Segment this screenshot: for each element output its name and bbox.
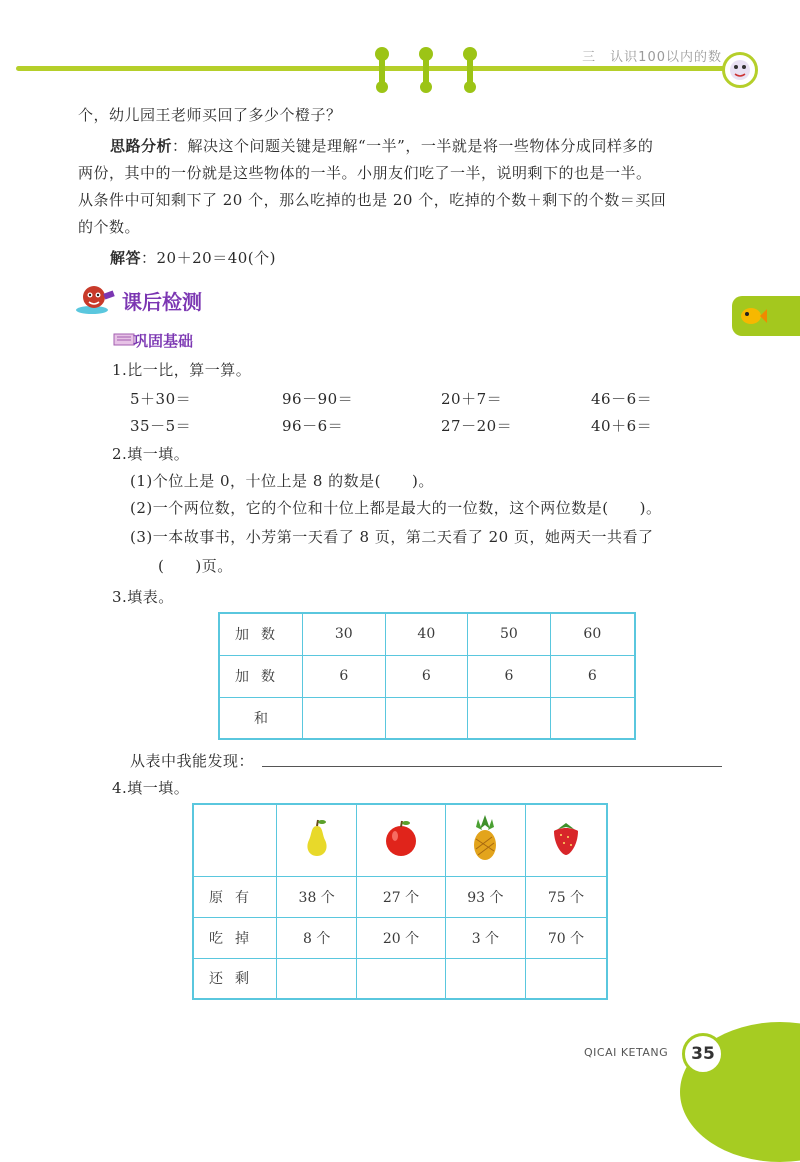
table-row [219, 655, 635, 697]
q4-title: 4.填一填。 [112, 779, 190, 797]
fruit-cell [357, 804, 445, 876]
table-cell: 60 [550, 613, 635, 655]
answer-cell[interactable] [277, 958, 357, 999]
answer-label: 解答 [110, 249, 142, 267]
fruit-cell [526, 804, 607, 876]
fruit-table [192, 803, 608, 1000]
answer-paragraph [110, 247, 276, 268]
addition-table [218, 612, 636, 740]
table-cell: 40 [385, 613, 468, 655]
row-label: 原有 [193, 876, 277, 917]
q1-title: 1.比一比，算一算。 [112, 361, 252, 379]
table-cell: 50 [468, 613, 551, 655]
answer-cell[interactable] [526, 958, 607, 999]
analysis-line: 从条件中可知剩下了 20 个，那么吃掉的也是 20 个，吃掉的个数＋剩下的个数＝买回 [78, 191, 667, 209]
table-cell: 8 个 [277, 917, 357, 958]
page-number: 35 [682, 1033, 724, 1075]
mascot-badge-icon [722, 52, 758, 88]
subsection-title: 巩固基础 [133, 332, 194, 350]
table-row [219, 613, 635, 655]
q1-item: 5＋30＝ [130, 390, 192, 408]
q1-item: 35－5＝ [130, 417, 192, 435]
answer-line[interactable] [262, 766, 722, 767]
fish-icon [738, 302, 768, 330]
row-label: 还剩 [193, 958, 277, 999]
header-rule [16, 66, 740, 71]
table-cell: 6 [468, 655, 551, 697]
chapter-side-tab [732, 296, 800, 336]
table-cell: 70 个 [526, 917, 607, 958]
pineapple-icon [470, 815, 500, 861]
row-label: 吃掉 [193, 917, 277, 958]
table-cell: 6 [385, 655, 468, 697]
row-label: 加数 [219, 613, 303, 655]
table-cell: 6 [550, 655, 635, 697]
intro-line: 个，幼儿园王老师买回了多少个橙子？ [78, 106, 342, 124]
row-label: 和 [219, 697, 303, 739]
analysis-text: ：解决这个问题关键是理解“一半”，一半就是将一些物体分成同样多的 [172, 137, 654, 155]
table-cell: 75 个 [526, 876, 607, 917]
table-cell: 93 个 [445, 876, 525, 917]
chapter-title: 三 认识100以内的数 [582, 50, 722, 65]
q1-item: 46－6＝ [591, 390, 653, 408]
fruit-cell [445, 804, 525, 876]
footer-brand: QICAI KETANG [584, 1046, 669, 1059]
apple-icon [381, 818, 421, 858]
q3-title: 3.填表。 [112, 588, 174, 606]
answer-cell[interactable] [303, 697, 386, 739]
binder-ring [467, 53, 473, 87]
strawberry-icon [550, 819, 582, 857]
row-label: 加数 [219, 655, 303, 697]
table-row [193, 917, 607, 958]
answer-text: ：20＋20＝40(个) [141, 249, 276, 267]
find-label: 从表中我能发现： [130, 752, 255, 770]
analysis-line: 的个数。 [78, 218, 141, 236]
q2-sub: (2)一个两位数，它的个位和十位上都是最大的一位数，这个两位数是( )。 [130, 499, 662, 517]
binder-ring [423, 53, 429, 87]
q1-item: 20＋7＝ [441, 390, 503, 408]
table-row [193, 804, 607, 876]
mascot-icon [74, 282, 118, 316]
table-cell: 6 [303, 655, 386, 697]
q1-item: 27－20＝ [441, 417, 513, 435]
binder-ring [379, 53, 385, 87]
table-cell: 3 个 [445, 917, 525, 958]
q1-item: 96－6＝ [282, 417, 344, 435]
q2-title: 2.填一填。 [112, 445, 190, 463]
pear-icon [301, 818, 333, 858]
answer-cell[interactable] [468, 697, 551, 739]
table-cell: 38 个 [277, 876, 357, 917]
table-row [219, 697, 635, 739]
analysis-paragraph [110, 135, 653, 156]
table-row [193, 876, 607, 917]
section-title: 课后检测 [122, 290, 202, 314]
q1-item: 40＋6＝ [591, 417, 653, 435]
analysis-label: 思路分析 [110, 137, 173, 155]
blank-cell [193, 804, 277, 876]
answer-cell[interactable] [357, 958, 445, 999]
answer-cell[interactable] [445, 958, 525, 999]
table-cell: 30 [303, 613, 386, 655]
table-cell: 20 个 [357, 917, 445, 958]
fruit-cell [277, 804, 357, 876]
answer-cell[interactable] [550, 697, 635, 739]
table-row [193, 958, 607, 999]
q2-sub: ( )页。 [158, 557, 233, 575]
q2-sub: (3)一本故事书，小芳第一天看了 8 页，第二天看了 20 页，她两天一共看了 [130, 528, 654, 546]
answer-cell[interactable] [385, 697, 468, 739]
q2-sub: (1)个位上是 0，十位上是 8 的数是( )。 [130, 472, 434, 490]
analysis-line: 两份，其中的一份就是这些物体的一半。小朋友们吃了一半，说明剩下的也是一半。 [78, 164, 652, 182]
table-cell: 27 个 [357, 876, 445, 917]
q1-item: 96－90＝ [282, 390, 354, 408]
